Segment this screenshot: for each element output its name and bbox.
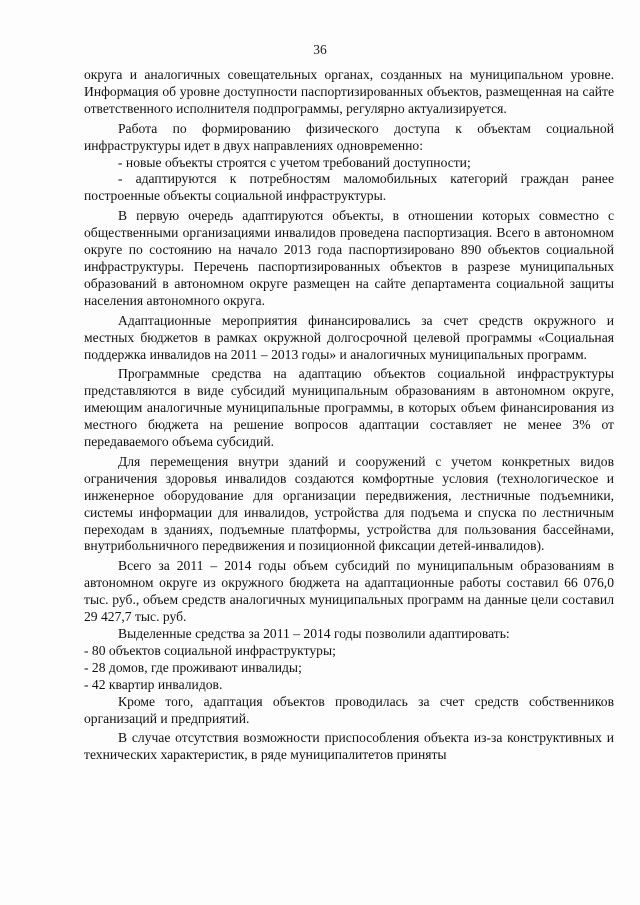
page-number: 36 [313, 42, 327, 57]
list-item: - 28 домов, где проживают инвалиды; [84, 659, 302, 675]
document-body [84, 67, 614, 764]
paragraph: Кроме того, адаптация объектов проводилась за счет средств собственников организаций и предприятий. [84, 693, 614, 726]
paragraph: Адаптационные мероприятия финансировались за счет средств окружного и местных бюджетов в рамках окружной долгосрочной целевой программы «Социальная поддержка инвалидов на 2011 – 2013 годы» и аналогичных муниципальных программ. [84, 312, 614, 362]
paragraph: Всего за 2011 – 2014 годы объем субсидий по муниципальным образованиям в автономном округе из окружного бюджета на адаптационные работы составил 66 076,0 тыс. руб., объем средств аналогичных муниципальных программ на данные цели составил 29 427,7 тыс. руб. [84, 558, 614, 625]
list-item: - 80 объектов социальной инфраструктуры; [84, 642, 336, 658]
list-item: - адаптируются к потребностям маломобильных категорий граждан ранее построенные объекты социальной инфраструктуры. [84, 171, 614, 204]
list-item: - 42 квартир инвалидов. [84, 676, 223, 692]
paragraph: В случае отсутствия возможности приспособления объекта из-за конструктивных и технических характеристик, в ряде муниципалитетов приняты [84, 730, 614, 763]
paragraph: В первую очередь адаптируются объекты, в отношении которых совместно с общественными организациями инвалидов проведена паспортизация. Всего в автономном округе по состоянию на начало 2013 года паспортизировано 890 объектов социальной инфраструктуры. Перечень паспортизированных объектов в разрезе муниципальных образований в автономном округе размещен на сайте департамента социальной защиты населения автономного округа. [84, 208, 614, 308]
paragraph: Работа по формированию физического доступа к объектам социальной инфраструктуры идет в двух направлениях одновременно: [84, 120, 614, 153]
paragraph: округа и аналогичных совещательных органах, созданных на муниципальном уровне. Информация об уровне доступности паспортизированных объектов, размещенная на сайте ответственного исполнителя подпрограммы, регулярно актуализируется. [84, 67, 614, 116]
list-item: - новые объекты строятся с учетом требований доступности; [118, 154, 471, 170]
paragraph: Для перемещения внутри зданий и сооружений с учетом конкретных видов ограничения здоровья инвалидов создаются комфортные условия (технологическое и инженерное оборудование для организации передвижения, лестничные подъемники, системы информации для инвалидов, устройства для подъема и спуска по лестничным переходам в зданиях, подъемные платформы, устройства для пользования бассейнами, внутрибольничного передвижения и позиционной фиксации детей-инвалидов). [84, 453, 614, 554]
paragraph: Программные средства на адаптацию объектов социальной инфраструктуры представляются в виде субсидий муниципальным образованиям в автономном округе, имеющим аналогичные муниципальные программы, в которых объем финансирования из местного бюджета на решение вопросов адаптации составляет не менее 3% от передаваемого объема субсидий. [84, 366, 614, 450]
paragraph: Выделенные средства за 2011 – 2014 годы позволили адаптировать: [118, 626, 510, 641]
